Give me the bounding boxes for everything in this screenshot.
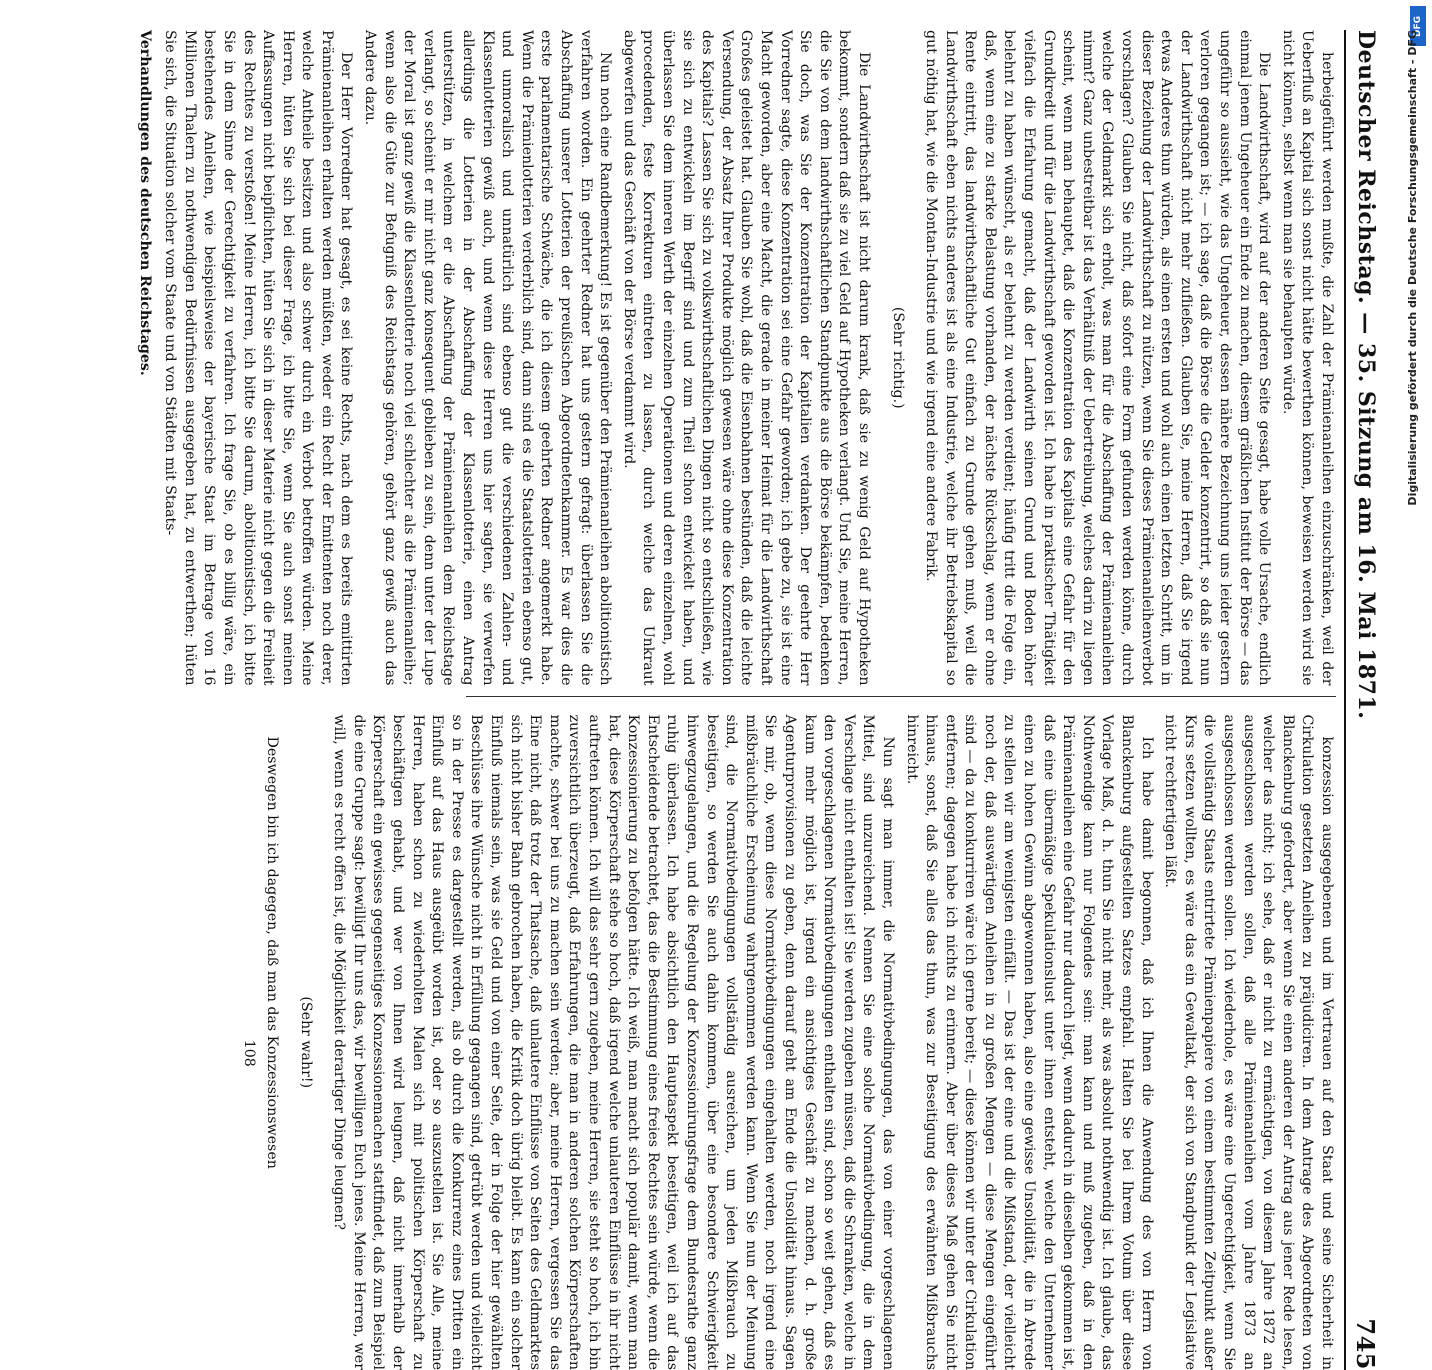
digitization-note (1406, 30, 1428, 970)
left-column (466, 30, 1336, 697)
page-content (446, 30, 1386, 1370)
publication-footer: Verhandlungen des deutschen Reichstages. (134, 30, 154, 686)
paragraph: konzession ausgegebenen und im Vertrauen auf den Staat und seine Sicherheit in Cirkulation gesetzten Anleihen zu präjudiciren. In dem Antrage des Abgeordneten von Blanckenburg gefordert, aber wenn Sie einen anderen der Antrag aus jener Rede lesen, welcher das nicht; ich sehe, daß er nicht zu ermächtigen, von diesem Jahre 1872 an ausgeschlossen werden sollen, daß alle Prämienanleihen vom Jahre 1873 an ausgeschlossen werden sollen. Ich wiederhole, es wäre eine Ungerechtigkeit, wenn Sie die vollständig Staats entrirtete Prämienpapiere von einem bestimmten Zeitpunkt außer Kurs setzen wollten, es wäre das ein Gewaltakt, der sich von Standpunkt der Legislative nicht rechtfertigen läßt. (1160, 715, 1336, 1370)
interjection: (Sehr wahr!) (295, 715, 315, 1370)
paragraph: herbeigeführt werden mußte, die Zahl der Prämienanleihen einzuschränken, weil der Ueberfluß an Kapital sich sonst nicht hätte bewerthen können, beweisen werden wird sie nicht können, selbst wenn man sie behaupten würde. (1277, 30, 1336, 686)
closing-paragraph: Deswegen bin ich dagegen, daß man das Konzessionswesen (262, 715, 282, 1370)
paragraph: Nun noch eine Randbemerkung! Es ist gegenüber den Prämienanleihen abolitionistisch verfahren worden. Ein geehrter Redner hat uns gestern gefragt: überlassen Sie die Abschaffung unserer Lotterien der preußischen Abgeordnetenkammer. Es war dies die erste parlamentarische Schwäche, die ich diesem geehrten Redner angemerkt habe. Wenn die Prämienlotterien verderblich sind, dann sind es die Staatslotterien ebenso gut, und unmoralisch und unnatürlich sind ebenso gut die verschiedenen Zahlen- und Klassenlotterien gewiß auch, und wenn diese Herren uns hier sagten, sie verwerfen allerdings die Lotterien in der Abschaffung der Klassenlotterie, einen Antrag unterstützen, in welchem er die Abschaffung der Prämienanleihen dem Reichstage verlangt, so scheint er mir nicht ganz konsequent geblieben zu sein, denn unter der Lupe der Moral ist ganz gewiß die Klassenlotterie noch viel schlechter als die Prämienanleihe; wenn also die Güte zur Befugniß des Reichstags gehören, gehört ganz gewiß auch das Andere dazu. (360, 30, 615, 686)
paragraph: Nun sagt man immer, die Normativbedingungen, das von einer vorgeschlagenen Mittel, sind unzureichend. Nennen Sie eine solche Normativbedingung, die in dem Verschlage nicht enthalten ist! Sie werden zugeben müssen, daß die Schranken, welche in den vorgeschlagenen Normativbedingungen enthalten sind, schon so weit gehen, daß es kaum mehr möglich ist, irgend ein ansichtiges Geschäft zu machen, d. h. große Agenturprovisionen zu geben, denn darauf geht am Ende die Unsolidität hinaus. Sagen Sie mir, ob, wenn diese Normativbedingungen eingehalten werden, noch irgend eine mißbräuchliche Erscheinung wahrgenommen werden kann. Wenn Sie nun der Meinung sind, die Normativbedingungen vollständig ausreichen, um jeden Mißbrauch zu beseitigen, so werden Sie auch dahin kommen, über eine besondere Schwierigkeit hinwegzugelangen, und die Regelung der Konzessionirungsfrage dem Bundesrathe ganz ruhig überlassen. Ich habe absichtlich den Hauptaspekt beseitigen, weil ich auf das Entscheidende betrachtet, das die Bestimmung eines freies Rechtes sein würde, wenn die Konzessionierung zu befolgen hätte. Ich weiß, man macht sich populär damit, wenn man hat, diese Körperschaft stehe so hoch, daß irgend welche unlauteren Einflüsse in ihr nicht auftreten können. Ich will das sehr gern zugeben, meine Herren, sie steht so hoch, ich bin zuversichtlich überzeugt, daß Erfahrungen, die man in anderen solchen Körperschaften machte, schwer bei uns zu machen sein werden; aber, meine Herren, vergessen Sie das Eine nicht, daß trotz der Thatsache, daß unlautere Einflüsse von Seiten des Geldmarktes sich nicht bisher Bahn gebrochen haben, die Kritik doch übrig bleibt. Es kann ein solcher Einfluß niemals sein, was sie Geld und von einer Seite, der in Folge der hier gewählten Beschlüsse ihre Wünsche nicht in Erfüllung gegangen sind, getrübt werden und vielleicht so in der Presse es dargestellt werden, als ob durch die Konkurrenz eines Dritten ein Einfluß auf das Haus ausgeübt worden ist, oder so auszustellen ist. Sie Alle, meine Herren, haben schon zu wiederholten Malen sich mit politischen Körperschaft zu beschäftigen gehabt, und wer von Ihnen wird leugnen, daß nicht innerhalb der Körperschaft ein gewisses gegenseitiges Konzessionemachen stattfindet, daß zum Beispiel die eine Gruppe sagt: bewilligt Ihr uns das, wir bewilligen Euch jenes. Meine Herren, wer will, wenn es recht offen ist, die Möglichkeit derartiger Dinge leugnen? (329, 715, 897, 1370)
logo-text: DFG (1413, 16, 1423, 37)
header-title: Deutscher Reichstag. — 35. Sitzung am 16. Mai 1871. (1353, 30, 1379, 719)
sheet-number: 108 (238, 715, 258, 1370)
paragraph: Ich habe damit begonnen, daß ich Ihnen die Anwendung des von Herrn von Blanckenburg aufgestellten Satzes empfahl. Halten Sie bei Ihrem Votum über diese Vorlage Maß, d. h. thun Sie nicht mehr, als was absolut nothwendig ist. Ich glaube, das Nothwendige kann nur Folgendes sein: man kann und muß zugeben, daß in den Prämienanleihen eine Gefahr nur dadurch liegt, wenn dadurch in dieselben gekommen ist, daß eine übermäßige Spekulationslust unter ihnen entsteht, welche den Unternehmer einen zu hohen Gewinn abgewonnen haben, also eine gewisse Unsolidität, die in Abrede zu stellen wir am wenigsten einfällt. — Das ist der eine und die Mißstand, der vielleicht noch der, daß auswärtigen Anleihen in zu großen Mengen — diese Mengen eingeführt sind — da zu konkurriren wäre ich gerne bereit; — diese können wir unter der Cirkulation entfernen; dagegen habe ich nichts zu erinnern. Aber über dieses Maß gehen Sie nicht hinaus, sonst, daß Sie alles das thun, was zur Beseitigung des erwähnten Mißbrauchs hinreicht. (901, 715, 1156, 1370)
paragraph: Die Landwirthschaft ist nicht darum krank, daß sie zu wenig Geld auf Hypotheken bekommt, sondern daß sie zu viel Geld auf Hypotheken verlangt. Und Sie, meine Herren, die Sie von dem landwirthschaftlichen Standpunkte aus die Börse bekämpfen, bedenken Sie doch, was Sie der Konzentration der Kapitalien verdanken. Der geehrte Herr Vorredner sagte, diese Konzentration sei eine Gefahr geworden; ich gebe zu, sie ist eine Macht geworden, aber eine Macht, die gerade in meiner Heimat für die Landwirthschaft Großes geleistet hat. Glauben Sie wohl, daß die Eisenbahnen bestünden, daß die leichte Versendung, der Absatz Ihrer Produkte möglich gewesen wäre ohne diese Konzentration des Kapitals? Lassen Sie sich zu volkswirthschaftlichen Dingen nicht so entschließen, wie sie sich zu entwickeln im Begriff sind und zum Theil schon entwickelt haben, und überlassen Sie dem inneren Werth der einzelnen Operationen und deren einzelnen, wohl procedenden, feste Korrekturen eintreten zu lassen, durch welche das Unkraut abgewerfen und das Geschäft von der Börse verdammt wird. (618, 30, 873, 686)
page-number: 745 (1352, 1318, 1381, 1370)
text-columns (466, 30, 1336, 1370)
paragraph: Die Landwirthschaft, wird auf der anderen Seite gesagt, habe volle Ursache, endlich einmal jenem Ungeheuer ein Ende zu machen, diesem gräßlichen Institut der Börse — das ungeführ so aussieht, wie das Ungeheuer, dessen nähere Bezeichnung uns leider gestern verloren gegangen ist; — ich sage, daß die Börse die Gelder konzentrirt, so daß sie nun der Landwirthschaft nicht mehr zufließen. Glauben Sie, meine Herren, daß Sie irgend etwas Anderes thun würden, als einen ersten und wohl auch einen letzten Schritt, um in dieser Beziehung der Landwirthschaft zu nützen, wenn Sie dieses Prämienanleihenverbot vorschlagen? Glauben Sie nicht, daß sofort eine Form gefunden werden könne, durch welche der Geldmarkt sich erholt, was man für die Abschaffung der Prämienanleihen nimmt? Ganz unbestreitbar ist das Verhältniß der Uebertreibung, welches darin zu liegen scheint, wenn man behauptet, daß die Konzentration des Kapitals eine Gefahr für den Grundkredit und für die Landwirthschaft geworden ist. Ich habe in praktischer Thätigkeit vielfach die Erfahrung gemacht, daß der Landwirth seinen Grund und Boden höher belehnt zu haben wünscht, als er belehnt zu werden verdient; häufig tritt die Folge ein, daß, wenn eine zu starke Belastung vorhanden, der nächste Rückschlag, wenn er ohne Rente eintritt, das landwirthschaftliche Gut einfach zu Grunde gehen muß, weil die Landwirthschaft eben nichts anderes ist als eine Industrie, welche ihr Betriebskapital so gut nöthig hat, wie die Montan-Industrie und wie irgend eine andere Fabrik. (921, 30, 1274, 686)
paragraph: Der Herr Vorredner hat gesagt, es sei keine Rechts, nach dem es bereits emittirten Prämienanleihen erhalten werden müßten, weder ein Recht der Emittenten noch derer, welche Antheile besitzen und also schwer durch ein Verbot betroffen würden. Meine Herren, hüten Sie sich bei dieser Frage, ich bitte Sie, wenn Sie auch sonst meinen Auffassungen nicht beipflichten, hüten Sie sich in dieser Materie nicht gegen die Freiheit des Rechtes zu verstoßen! Meine Herren, ich bitte Sie darum, abolitionistisch, ich bitte Sie in dem Sinne der Gerechtigkeit zu verfahren. Ich frage Sie, ob es billig wäre, ein bestehendes Anleihen, wie beispielsweise der bayerische Staat im Betrage von 16 Millionen Thalern zu nothwendigen Bedürfnissen ausgegeben hat, zu entwerthen; hüten Sie sich, die Situation solcher vom Staate und von Städten mit Staats- (160, 30, 356, 686)
right-column (466, 715, 1336, 1370)
interjection: (Sehr richtig.) (887, 30, 907, 686)
page-header (1344, 30, 1386, 1370)
digitization-note-text: Digitalisierung gefördert durch die Deutsche Forschungsgemeinschaft - DFG (1406, 30, 1419, 506)
rotated-page-frame (46, 30, 986, 1370)
